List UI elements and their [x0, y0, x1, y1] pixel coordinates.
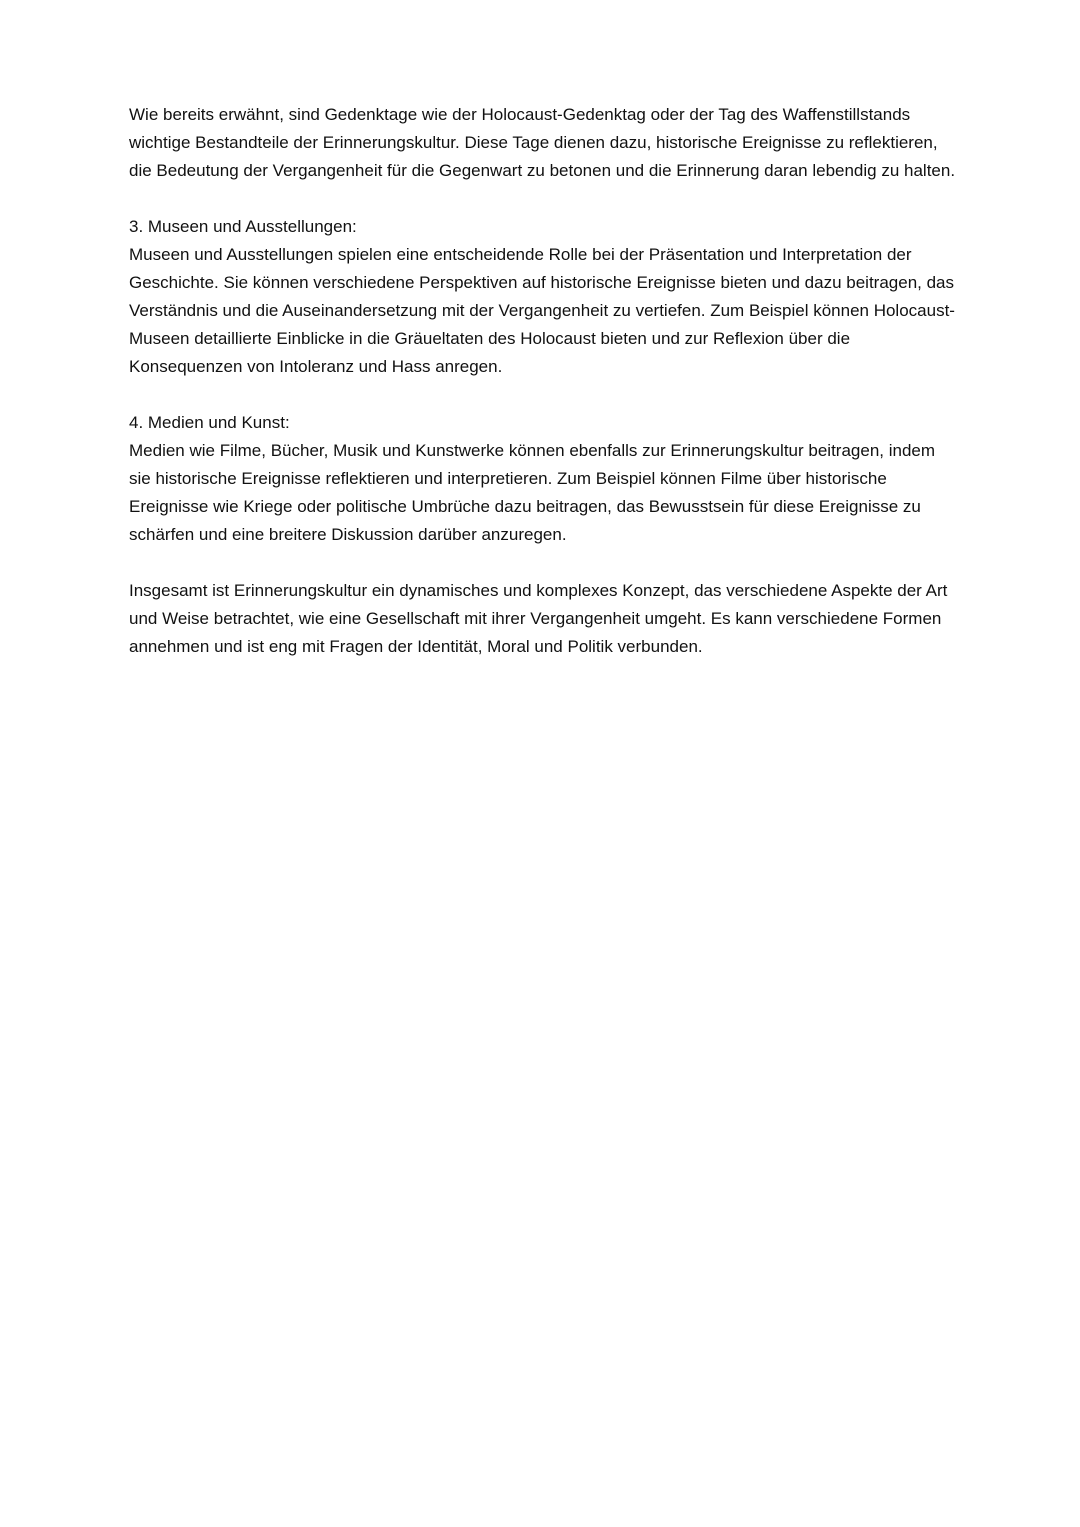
- conclusion-paragraph-block: [129, 577, 959, 661]
- section-body: Museen und Ausstellungen spielen eine entscheidende Rolle bei der Präsentation und Interpretation der Geschichte. Sie können verschiedene Perspektiven auf historische Ereignisse bieten und dazu beitragen, das Verständnis und die Auseinandersetzung mit der Vergangenheit zu vertiefen. Zum Beispiel können Holocaust-Museen detaillierte Einblicke in die Gräueltaten des Holocaust bieten und zur Reflexion über die Konsequenzen von Intoleranz und Hass anregen.: [129, 245, 955, 376]
- section-body: Medien wie Filme, Bücher, Musik und Kunstwerke können ebenfalls zur Erinnerungskultur beitragen, indem sie historische Ereignisse reflektieren und interpretieren. Zum Beispiel können Filme über historische Ereignisse wie Kriege oder politische Umbrüche dazu beitragen, das Bewusstsein für diese Ereignisse zu schärfen und eine breitere Diskussion darüber anzuregen.: [129, 441, 936, 544]
- conclusion-paragraph: Insgesamt ist Erinnerungskultur ein dynamisches und komplexes Konzept, das verschiedene Aspekte der Art und Weise betrachtet, wie eine Gesellschaft mit ihrer Vergangenheit umgeht. Es kann verschiedene Formen annehmen und ist eng mit Fragen der Identität, Moral und Politik verbunden.: [129, 581, 948, 656]
- section-museen: [129, 213, 959, 381]
- section-medien: [129, 409, 959, 549]
- section-heading: 3. Museen und Ausstellungen:: [129, 217, 357, 236]
- section-heading: 4. Medien und Kunst:: [129, 413, 290, 432]
- intro-paragraph-block: [129, 101, 959, 185]
- document-content: [129, 101, 959, 689]
- intro-paragraph: Wie bereits erwähnt, sind Gedenktage wie der Holocaust-Gedenktag oder der Tag des Waffenstillstands wichtige Bestandteile der Erinnerungskultur. Diese Tage dienen dazu, historische Ereignisse zu reflektieren, die Bedeutung der Vergangenheit für die Gegenwart zu betonen und die Erinnerung daran lebendig zu halten.: [129, 105, 956, 180]
